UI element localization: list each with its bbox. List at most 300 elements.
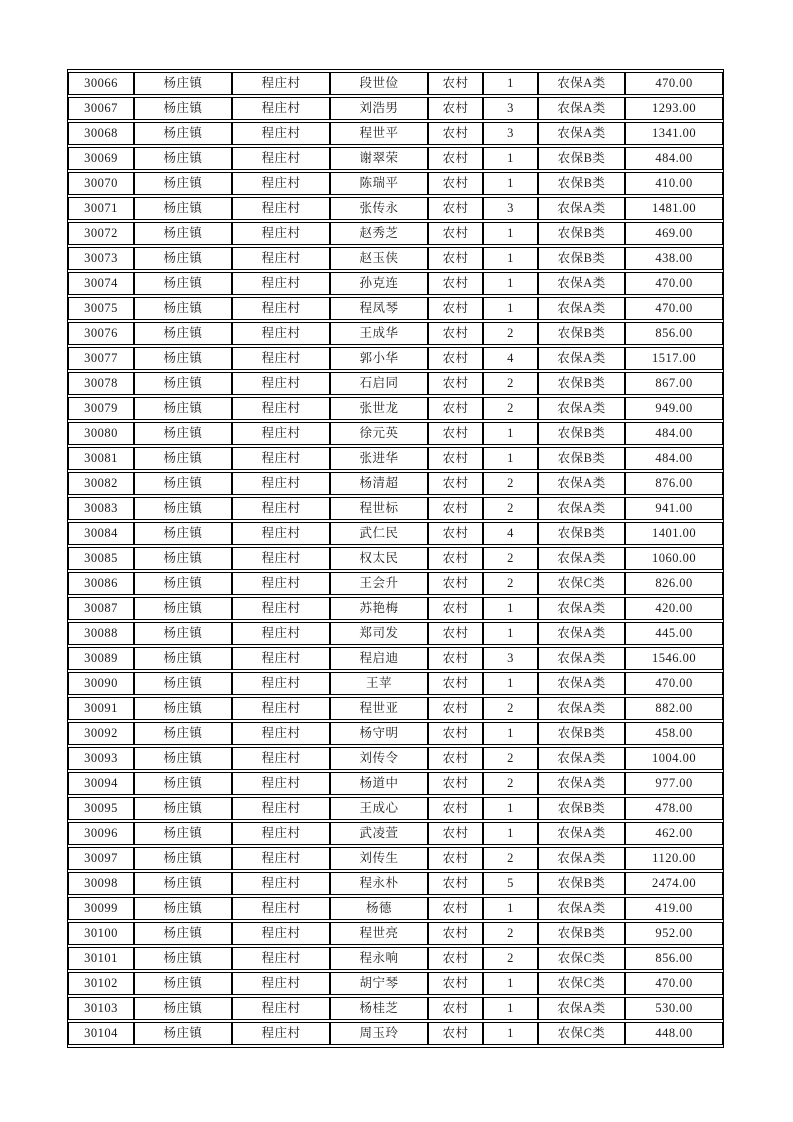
cell-persons: 1 — [483, 172, 538, 195]
cell-residence: 农村 — [428, 97, 483, 120]
table-row — [68, 472, 723, 495]
cell-name: 杨守明 — [330, 722, 428, 745]
cell-amount: 856.00 — [625, 322, 723, 345]
cell-town: 杨庄镇 — [134, 172, 232, 195]
cell-name: 程世亮 — [330, 922, 428, 945]
cell-village: 程庄村 — [232, 347, 330, 370]
cell-insurance-type: 农保A类 — [538, 672, 625, 695]
table-row — [68, 172, 723, 195]
cell-persons: 1 — [483, 997, 538, 1020]
cell-town: 杨庄镇 — [134, 872, 232, 895]
cell-town: 杨庄镇 — [134, 997, 232, 1020]
cell-amount: 856.00 — [625, 947, 723, 970]
table-row — [68, 372, 723, 395]
cell-residence: 农村 — [428, 497, 483, 520]
cell-insurance-type: 农保C类 — [538, 972, 625, 995]
cell-persons: 1 — [483, 222, 538, 245]
cell-name: 程永朴 — [330, 872, 428, 895]
cell-insurance-type: 农保B类 — [538, 722, 625, 745]
cell-persons: 1 — [483, 272, 538, 295]
cell-amount: 458.00 — [625, 722, 723, 745]
cell-insurance-type: 农保A类 — [538, 547, 625, 570]
cell-persons: 2 — [483, 472, 538, 495]
cell-id: 30079 — [68, 397, 134, 420]
cell-insurance-type: 农保B类 — [538, 422, 625, 445]
cell-residence: 农村 — [428, 747, 483, 770]
cell-residence: 农村 — [428, 197, 483, 220]
cell-id: 30075 — [68, 297, 134, 320]
cell-amount: 949.00 — [625, 397, 723, 420]
cell-village: 程庄村 — [232, 597, 330, 620]
cell-persons: 2 — [483, 372, 538, 395]
cell-persons: 1 — [483, 972, 538, 995]
cell-town: 杨庄镇 — [134, 322, 232, 345]
cell-id: 30104 — [68, 1022, 134, 1045]
cell-village: 程庄村 — [232, 447, 330, 470]
cell-amount: 469.00 — [625, 222, 723, 245]
table-row — [68, 847, 723, 870]
cell-town: 杨庄镇 — [134, 122, 232, 145]
cell-town: 杨庄镇 — [134, 847, 232, 870]
cell-village: 程庄村 — [232, 897, 330, 920]
cell-amount: 977.00 — [625, 772, 723, 795]
cell-village: 程庄村 — [232, 72, 330, 95]
cell-persons: 1 — [483, 1022, 538, 1045]
cell-name: 程世亚 — [330, 697, 428, 720]
cell-village: 程庄村 — [232, 222, 330, 245]
cell-id: 30066 — [68, 72, 134, 95]
cell-insurance-type: 农保B类 — [538, 172, 625, 195]
cell-amount: 882.00 — [625, 697, 723, 720]
cell-name: 周玉玲 — [330, 1022, 428, 1045]
table-row — [68, 197, 723, 220]
cell-name: 武凌萱 — [330, 822, 428, 845]
cell-insurance-type: 农保B类 — [538, 522, 625, 545]
cell-amount: 952.00 — [625, 922, 723, 945]
cell-town: 杨庄镇 — [134, 722, 232, 745]
cell-village: 程庄村 — [232, 97, 330, 120]
cell-village: 程庄村 — [232, 922, 330, 945]
cell-name: 权太民 — [330, 547, 428, 570]
cell-residence: 农村 — [428, 697, 483, 720]
cell-amount: 1060.00 — [625, 547, 723, 570]
table-body — [68, 72, 723, 1045]
cell-insurance-type: 农保A类 — [538, 597, 625, 620]
cell-village: 程庄村 — [232, 697, 330, 720]
table-row — [68, 972, 723, 995]
cell-id: 30088 — [68, 622, 134, 645]
cell-name: 郑司发 — [330, 622, 428, 645]
cell-insurance-type: 农保A类 — [538, 997, 625, 1020]
cell-amount: 470.00 — [625, 272, 723, 295]
table-row — [68, 497, 723, 520]
cell-amount: 1341.00 — [625, 122, 723, 145]
cell-insurance-type: 农保A类 — [538, 822, 625, 845]
cell-id: 30073 — [68, 247, 134, 270]
cell-id: 30092 — [68, 722, 134, 745]
table-row — [68, 647, 723, 670]
cell-residence: 农村 — [428, 297, 483, 320]
cell-town: 杨庄镇 — [134, 497, 232, 520]
cell-insurance-type: 农保B类 — [538, 872, 625, 895]
cell-residence: 农村 — [428, 922, 483, 945]
cell-village: 程庄村 — [232, 272, 330, 295]
cell-amount: 826.00 — [625, 572, 723, 595]
table-row — [68, 97, 723, 120]
cell-residence: 农村 — [428, 397, 483, 420]
cell-insurance-type: 农保B类 — [538, 922, 625, 945]
cell-insurance-type: 农保A类 — [538, 747, 625, 770]
cell-persons: 2 — [483, 547, 538, 570]
cell-residence: 农村 — [428, 447, 483, 470]
cell-persons: 1 — [483, 597, 538, 620]
cell-town: 杨庄镇 — [134, 1022, 232, 1045]
cell-town: 杨庄镇 — [134, 647, 232, 670]
cell-name: 杨德 — [330, 897, 428, 920]
cell-village: 程庄村 — [232, 472, 330, 495]
cell-village: 程庄村 — [232, 297, 330, 320]
cell-amount: 448.00 — [625, 1022, 723, 1045]
cell-amount: 470.00 — [625, 972, 723, 995]
cell-residence: 农村 — [428, 1022, 483, 1045]
cell-residence: 农村 — [428, 247, 483, 270]
cell-town: 杨庄镇 — [134, 397, 232, 420]
cell-id: 30078 — [68, 372, 134, 395]
cell-town: 杨庄镇 — [134, 697, 232, 720]
cell-id: 30087 — [68, 597, 134, 620]
cell-insurance-type: 农保A类 — [538, 497, 625, 520]
cell-amount: 462.00 — [625, 822, 723, 845]
cell-village: 程庄村 — [232, 422, 330, 445]
cell-insurance-type: 农保B类 — [538, 447, 625, 470]
cell-name: 程启迪 — [330, 647, 428, 670]
cell-insurance-type: 农保A类 — [538, 772, 625, 795]
cell-village: 程庄村 — [232, 572, 330, 595]
cell-residence: 农村 — [428, 572, 483, 595]
cell-amount: 445.00 — [625, 622, 723, 645]
cell-name: 赵玉侠 — [330, 247, 428, 270]
cell-name: 程世标 — [330, 497, 428, 520]
cell-name: 石启同 — [330, 372, 428, 395]
cell-town: 杨庄镇 — [134, 447, 232, 470]
cell-name: 张进华 — [330, 447, 428, 470]
cell-persons: 1 — [483, 622, 538, 645]
cell-persons: 1 — [483, 247, 538, 270]
cell-id: 30089 — [68, 647, 134, 670]
cell-insurance-type: 农保A类 — [538, 472, 625, 495]
cell-town: 杨庄镇 — [134, 922, 232, 945]
cell-id: 30070 — [68, 172, 134, 195]
cell-persons: 2 — [483, 697, 538, 720]
cell-town: 杨庄镇 — [134, 422, 232, 445]
cell-town: 杨庄镇 — [134, 272, 232, 295]
cell-residence: 农村 — [428, 947, 483, 970]
cell-residence: 农村 — [428, 997, 483, 1020]
cell-id: 30081 — [68, 447, 134, 470]
cell-insurance-type: 农保A类 — [538, 647, 625, 670]
table-row — [68, 747, 723, 770]
cell-id: 30099 — [68, 897, 134, 920]
cell-name: 杨道中 — [330, 772, 428, 795]
cell-village: 程庄村 — [232, 122, 330, 145]
records-table — [67, 69, 724, 1048]
cell-amount: 478.00 — [625, 797, 723, 820]
cell-persons: 3 — [483, 647, 538, 670]
cell-town: 杨庄镇 — [134, 772, 232, 795]
cell-persons: 3 — [483, 97, 538, 120]
table-row — [68, 322, 723, 345]
cell-amount: 438.00 — [625, 247, 723, 270]
cell-id: 30097 — [68, 847, 134, 870]
cell-name: 程永响 — [330, 947, 428, 970]
cell-id: 30086 — [68, 572, 134, 595]
cell-village: 程庄村 — [232, 147, 330, 170]
cell-village: 程庄村 — [232, 522, 330, 545]
cell-persons: 2 — [483, 947, 538, 970]
cell-persons: 1 — [483, 72, 538, 95]
cell-town: 杨庄镇 — [134, 247, 232, 270]
cell-residence: 农村 — [428, 797, 483, 820]
cell-town: 杨庄镇 — [134, 547, 232, 570]
cell-amount: 1004.00 — [625, 747, 723, 770]
cell-residence: 农村 — [428, 822, 483, 845]
table-row — [68, 597, 723, 620]
cell-name: 孙克连 — [330, 272, 428, 295]
cell-persons: 1 — [483, 147, 538, 170]
cell-persons: 3 — [483, 197, 538, 220]
table-row — [68, 997, 723, 1020]
cell-name: 刘传生 — [330, 847, 428, 870]
table-row — [68, 1022, 723, 1045]
cell-village: 程庄村 — [232, 172, 330, 195]
cell-insurance-type: 农保A类 — [538, 97, 625, 120]
cell-id: 30083 — [68, 497, 134, 520]
cell-persons: 4 — [483, 522, 538, 545]
cell-town: 杨庄镇 — [134, 197, 232, 220]
cell-name: 王成华 — [330, 322, 428, 345]
cell-insurance-type: 农保A类 — [538, 697, 625, 720]
cell-name: 段世俭 — [330, 72, 428, 95]
cell-amount: 1517.00 — [625, 347, 723, 370]
cell-insurance-type: 农保C类 — [538, 1022, 625, 1045]
table-row — [68, 147, 723, 170]
table-row — [68, 872, 723, 895]
cell-amount: 867.00 — [625, 372, 723, 395]
cell-amount: 1481.00 — [625, 197, 723, 220]
cell-persons: 2 — [483, 497, 538, 520]
cell-name: 王苹 — [330, 672, 428, 695]
cell-village: 程庄村 — [232, 647, 330, 670]
cell-persons: 2 — [483, 847, 538, 870]
cell-name: 刘传令 — [330, 747, 428, 770]
cell-residence: 农村 — [428, 147, 483, 170]
cell-name: 徐元英 — [330, 422, 428, 445]
cell-amount: 1546.00 — [625, 647, 723, 670]
table-row — [68, 622, 723, 645]
cell-town: 杨庄镇 — [134, 297, 232, 320]
cell-amount: 419.00 — [625, 897, 723, 920]
cell-insurance-type: 农保A类 — [538, 272, 625, 295]
cell-persons: 2 — [483, 572, 538, 595]
cell-id: 30101 — [68, 947, 134, 970]
cell-persons: 5 — [483, 872, 538, 895]
cell-residence: 农村 — [428, 972, 483, 995]
table-row — [68, 572, 723, 595]
table-row — [68, 922, 723, 945]
cell-persons: 2 — [483, 397, 538, 420]
cell-name: 王成心 — [330, 797, 428, 820]
cell-id: 30103 — [68, 997, 134, 1020]
cell-town: 杨庄镇 — [134, 347, 232, 370]
cell-id: 30100 — [68, 922, 134, 945]
cell-residence: 农村 — [428, 622, 483, 645]
cell-village: 程庄村 — [232, 947, 330, 970]
cell-persons: 2 — [483, 747, 538, 770]
cell-persons: 3 — [483, 122, 538, 145]
table-row — [68, 222, 723, 245]
cell-name: 苏艳梅 — [330, 597, 428, 620]
cell-amount: 470.00 — [625, 672, 723, 695]
cell-amount: 484.00 — [625, 447, 723, 470]
cell-town: 杨庄镇 — [134, 572, 232, 595]
cell-town: 杨庄镇 — [134, 672, 232, 695]
cell-village: 程庄村 — [232, 322, 330, 345]
cell-town: 杨庄镇 — [134, 747, 232, 770]
cell-id: 30090 — [68, 672, 134, 695]
cell-id: 30080 — [68, 422, 134, 445]
cell-persons: 2 — [483, 922, 538, 945]
cell-residence: 农村 — [428, 172, 483, 195]
cell-name: 谢翠荣 — [330, 147, 428, 170]
table-row — [68, 897, 723, 920]
table-row — [68, 122, 723, 145]
cell-town: 杨庄镇 — [134, 797, 232, 820]
cell-village: 程庄村 — [232, 547, 330, 570]
cell-insurance-type: 农保B类 — [538, 797, 625, 820]
cell-id: 30069 — [68, 147, 134, 170]
cell-village: 程庄村 — [232, 822, 330, 845]
table-row — [68, 297, 723, 320]
cell-town: 杨庄镇 — [134, 97, 232, 120]
table-row — [68, 447, 723, 470]
cell-id: 30093 — [68, 747, 134, 770]
cell-amount: 941.00 — [625, 497, 723, 520]
cell-name: 胡宁琴 — [330, 972, 428, 995]
cell-id: 30071 — [68, 197, 134, 220]
cell-amount: 484.00 — [625, 422, 723, 445]
cell-village: 程庄村 — [232, 847, 330, 870]
cell-insurance-type: 农保C类 — [538, 572, 625, 595]
cell-id: 30091 — [68, 697, 134, 720]
table-row — [68, 272, 723, 295]
cell-id: 30067 — [68, 97, 134, 120]
cell-amount: 1401.00 — [625, 522, 723, 545]
cell-town: 杨庄镇 — [134, 947, 232, 970]
cell-village: 程庄村 — [232, 622, 330, 645]
cell-id: 30102 — [68, 972, 134, 995]
cell-amount: 470.00 — [625, 72, 723, 95]
cell-persons: 1 — [483, 722, 538, 745]
table-row — [68, 947, 723, 970]
cell-village: 程庄村 — [232, 397, 330, 420]
cell-name: 郭小华 — [330, 347, 428, 370]
cell-residence: 农村 — [428, 72, 483, 95]
cell-name: 杨桂芝 — [330, 997, 428, 1020]
cell-name: 程凤琴 — [330, 297, 428, 320]
cell-persons: 1 — [483, 897, 538, 920]
cell-insurance-type: 农保C类 — [538, 947, 625, 970]
cell-id: 30068 — [68, 122, 134, 145]
cell-insurance-type: 农保A类 — [538, 897, 625, 920]
table-row — [68, 72, 723, 95]
cell-insurance-type: 农保A类 — [538, 72, 625, 95]
cell-residence: 农村 — [428, 347, 483, 370]
table-row — [68, 797, 723, 820]
cell-name: 赵秀芝 — [330, 222, 428, 245]
cell-village: 程庄村 — [232, 372, 330, 395]
cell-village: 程庄村 — [232, 797, 330, 820]
cell-town: 杨庄镇 — [134, 222, 232, 245]
cell-insurance-type: 农保B类 — [538, 322, 625, 345]
cell-amount: 470.00 — [625, 297, 723, 320]
cell-id: 30095 — [68, 797, 134, 820]
cell-insurance-type: 农保A类 — [538, 847, 625, 870]
cell-insurance-type: 农保B类 — [538, 372, 625, 395]
cell-residence: 农村 — [428, 122, 483, 145]
cell-persons: 1 — [483, 447, 538, 470]
table-row — [68, 822, 723, 845]
cell-insurance-type: 农保A类 — [538, 122, 625, 145]
cell-amount: 530.00 — [625, 997, 723, 1020]
cell-id: 30072 — [68, 222, 134, 245]
table-row — [68, 672, 723, 695]
cell-town: 杨庄镇 — [134, 372, 232, 395]
cell-residence: 农村 — [428, 872, 483, 895]
table-row — [68, 397, 723, 420]
table-row — [68, 522, 723, 545]
cell-residence: 农村 — [428, 547, 483, 570]
cell-amount: 410.00 — [625, 172, 723, 195]
cell-village: 程庄村 — [232, 1022, 330, 1045]
cell-town: 杨庄镇 — [134, 597, 232, 620]
cell-residence: 农村 — [428, 647, 483, 670]
cell-persons: 1 — [483, 672, 538, 695]
cell-id: 30085 — [68, 547, 134, 570]
cell-persons: 2 — [483, 322, 538, 345]
cell-town: 杨庄镇 — [134, 972, 232, 995]
cell-name: 武仁民 — [330, 522, 428, 545]
cell-residence: 农村 — [428, 722, 483, 745]
cell-id: 30077 — [68, 347, 134, 370]
cell-name: 王会升 — [330, 572, 428, 595]
cell-insurance-type: 农保A类 — [538, 297, 625, 320]
cell-insurance-type: 农保A类 — [538, 622, 625, 645]
cell-town: 杨庄镇 — [134, 522, 232, 545]
cell-village: 程庄村 — [232, 772, 330, 795]
cell-amount: 1120.00 — [625, 847, 723, 870]
cell-town: 杨庄镇 — [134, 897, 232, 920]
cell-village: 程庄村 — [232, 722, 330, 745]
cell-residence: 农村 — [428, 847, 483, 870]
cell-persons: 4 — [483, 347, 538, 370]
cell-insurance-type: 农保B类 — [538, 147, 625, 170]
cell-name: 张传永 — [330, 197, 428, 220]
cell-village: 程庄村 — [232, 247, 330, 270]
cell-village: 程庄村 — [232, 197, 330, 220]
cell-residence: 农村 — [428, 272, 483, 295]
cell-village: 程庄村 — [232, 997, 330, 1020]
cell-id: 30074 — [68, 272, 134, 295]
